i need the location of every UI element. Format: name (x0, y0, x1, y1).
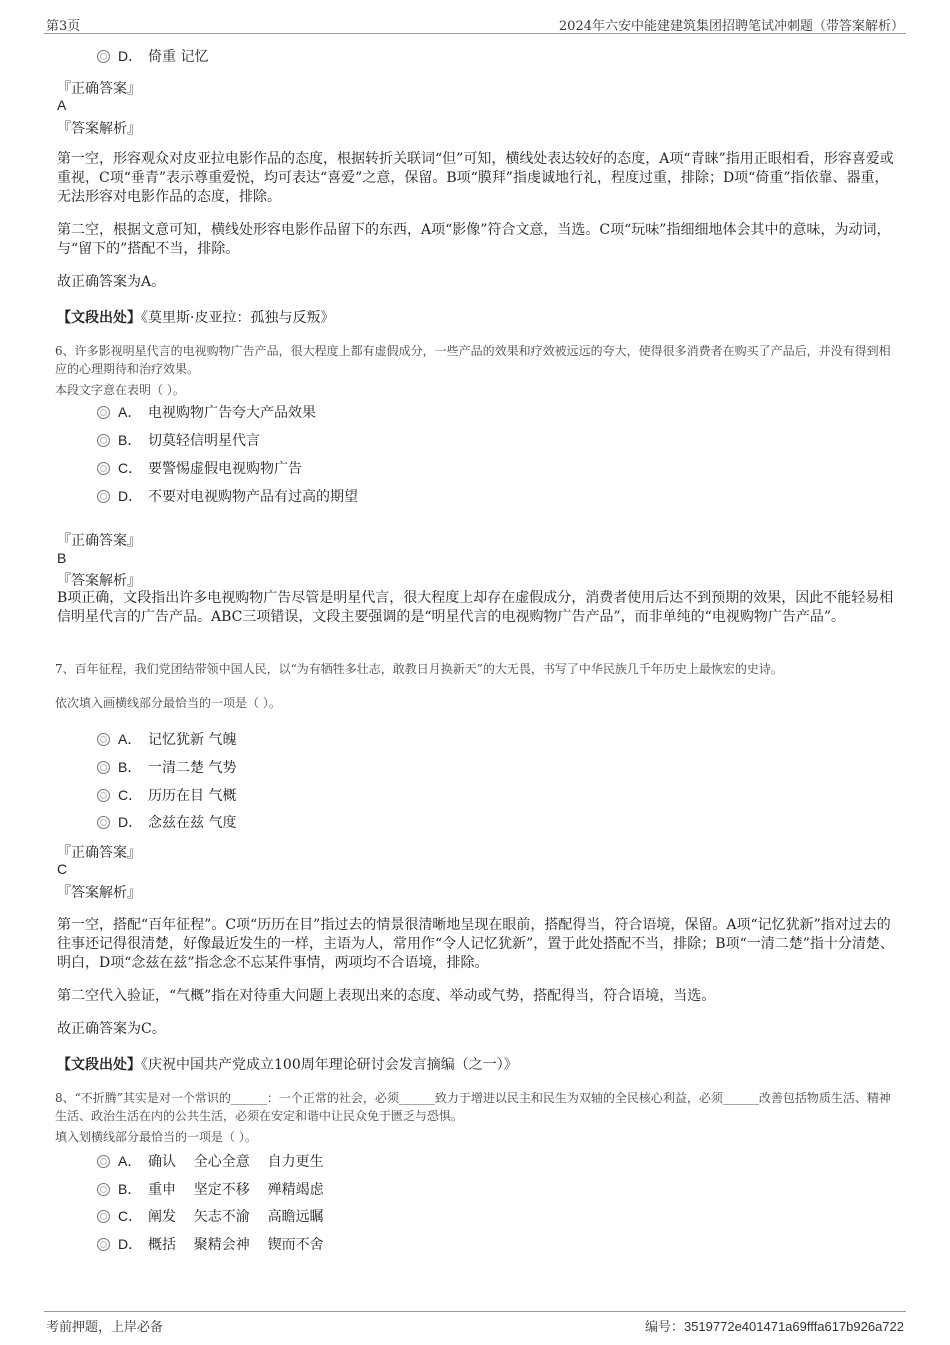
document-code: 编号：3519772e401471a69fffa617b926a722 (644, 1319, 904, 1334)
option-b[interactable]: B． 一清二楚 气势 (97, 757, 236, 777)
analysis-paragraph: 第二空代入验证，“气概”指在对待重大问题上表现出来的态度、举动或气势，搭配得当，符合语境，当选。 (57, 988, 716, 1004)
answer-value: B (57, 550, 67, 566)
radio-icon[interactable] (97, 462, 110, 475)
question-prompt: 依次填入画横线部分最恰当的一项是（ ）。 (55, 696, 281, 710)
option-c[interactable]: C． 历历在目 气概 (97, 785, 236, 805)
answer-label: 『正确答案』 (57, 845, 141, 861)
option-c[interactable]: C． 阐发 矢志不渝 高瞻远瞩 (97, 1206, 324, 1226)
radio-icon[interactable] (97, 490, 110, 503)
radio-icon[interactable] (97, 1155, 110, 1168)
option-a[interactable]: A． 电视购物广告夸大产品效果 (97, 402, 316, 422)
analysis-paragraph: 第一空，搭配“百年征程”。C项“历历在目”指过去的情景很清晰地呈现在眼前，搭配得当，符合语境，保留。A项“记忆犹新”指对过去的往事还记得很清楚，好像最近发生的一样，主语为人，常用作“令人记忆犹新”，置于此处搭配不当，排除；B项“一清二楚”指十分清楚、明白，D项“念兹在兹”指念念不忘某件事情，两项均不合语境，排除。 (57, 917, 894, 971)
radio-icon[interactable] (97, 50, 110, 63)
analysis-label: 『答案解析』 (57, 573, 141, 589)
option-d[interactable]: D． 不要对电视购物产品有过高的期望 (97, 486, 358, 506)
question-prompt: 本段文字意在表明（ ）。 (55, 383, 185, 397)
option-a[interactable]: A． 记忆犹新 气魄 (97, 729, 236, 749)
radio-icon[interactable] (97, 406, 110, 419)
option-d[interactable]: D． 倚重 记忆 (97, 46, 208, 66)
answer-label: 『正确答案』 (57, 533, 141, 549)
analysis-paragraph: B项正确，文段指出许多电视购物广告尽管是明星代言，很大程度上却存在虚假成分，消费者使用后达不到预期的效果，因此不能轻易相信明星代言的广告产品。ABC三项错误，文段主要强调的是“明星代言的电视购物广告产品”，而非单纯的“电视购物广告产品”。 (57, 590, 894, 625)
radio-icon[interactable] (97, 761, 110, 774)
page-footer (44, 1311, 906, 1334)
option-d[interactable]: D． 概括 聚精会神 锲而不舍 (97, 1234, 324, 1254)
answer-label: 『正确答案』 (57, 81, 141, 97)
radio-icon[interactable] (97, 733, 110, 746)
radio-icon[interactable] (97, 1210, 110, 1223)
question-stem: 8、“不折腾”其实是对一个常识的______：一个正常的社会，必须______致力于增进以民主和民生为双轴的全民核心利益，必须______改善包括物质生活、精神生活、政治生活在内的公共生活，必须在安定和谐中让民众免于匮乏与恐惧。 (55, 1091, 891, 1123)
analysis-label: 『答案解析』 (57, 121, 141, 137)
option-c[interactable]: C． 要警惕虚假电视购物广告 (97, 458, 302, 478)
question-stem: 7、百年征程，我们党团结带领中国人民，以“为有牺牲多壮志，敢教日月换新天”的大无畏，书写了中华民族几千年历史上最恢宏的史诗。 (55, 662, 783, 676)
analysis-label: 『答案解析』 (57, 885, 141, 901)
source-citation: 【文段出处】《庆祝中国共产党成立100周年理论研讨会发言摘编（之一）》 (57, 1057, 518, 1073)
document-title: 2024年六安中能建建筑集团招聘笔试冲刺题（带答案解析） (558, 19, 904, 34)
page-number: 第3页 (46, 19, 81, 34)
analysis-paragraph: 第二空，根据文意可知，横线处形容电影作品留下的东西，A项“影像”符合文意，当选。C项“玩味”指细细地体会其中的意味，为动词，与“留下的”搭配不当，排除。 (57, 222, 891, 257)
option-b[interactable]: B． 重申 坚定不移 殚精竭虑 (97, 1179, 324, 1199)
question-stem: 6、许多影视明星代言的电视购物广告产品，很大程度上都有虚假成分，一些产品的效果和疗效被远远的夸大，使得很多消费者在购买了产品后，并没有得到相应的心理期待和治疗效果。 (55, 344, 891, 376)
answer-value: C (57, 861, 68, 877)
answer-value: A (57, 97, 67, 113)
question-prompt: 填入划横线部分最恰当的一项是（ ）。 (55, 1130, 257, 1144)
analysis-conclusion: 故正确答案为A。 (57, 274, 166, 290)
radio-icon[interactable] (97, 816, 110, 829)
option-b[interactable]: B． 切莫轻信明星代言 (97, 430, 260, 450)
option-a[interactable]: A． 确认 全心全意 自力更生 (97, 1151, 324, 1171)
analysis-conclusion: 故正确答案为C。 (57, 1021, 166, 1037)
radio-icon[interactable] (97, 1238, 110, 1251)
analysis-paragraph: 第一空，形容观众对皮亚拉电影作品的态度，根据转折关联词“但”可知，横线处表达较好的态度，A项“青睐”指用正眼相看，形容喜爱或重视，C项“垂青”表示尊重爱悦，均可表达“喜爱”之意，保留。B项“膜拜”指虔诚地行礼，程度过重，排除；D项“倚重”指依靠、器重，无法形容对电影作品的态度，排除。 (57, 151, 894, 205)
radio-icon[interactable] (97, 434, 110, 447)
footer-slogan: 考前押题，上岸必备 (46, 1320, 164, 1335)
option-d[interactable]: D． 念兹在兹 气度 (97, 812, 236, 832)
radio-icon[interactable] (97, 789, 110, 802)
source-citation: 【文段出处】《莫里斯·皮亚拉：孤独与反叛》 (57, 310, 335, 326)
radio-icon[interactable] (97, 1183, 110, 1196)
page-header (44, 13, 906, 34)
